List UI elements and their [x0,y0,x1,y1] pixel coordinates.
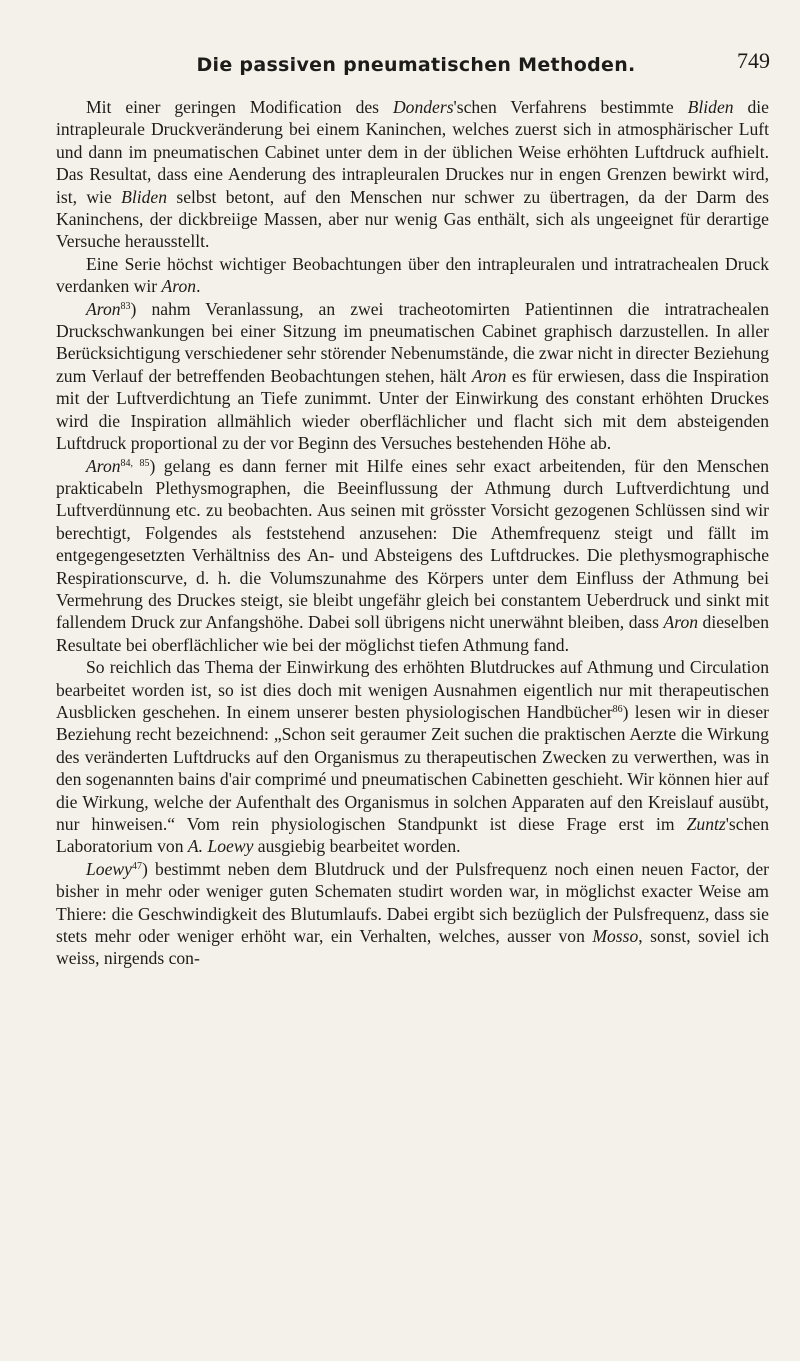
text-run: 'schen Laboratorium von [56,814,769,857]
footnote-ref: 83 [120,300,131,312]
author-name: Loewy [86,858,132,879]
footnote-ref: 86 [612,703,623,715]
text-run: dieselben Resultate bei oberflächlicher wie bei der möglichst tiefen Athmung fand. [56,612,769,655]
author-name: Mosso [592,926,639,947]
body-text [56,96,769,970]
text-run: Eine Serie höchst wichtiger Beobachtungen über den intrapleuralen und intratrachealen Druck verdanken wir [56,253,769,297]
author-name: Zuntz [686,814,726,834]
author-name: Bliden [121,186,168,207]
author-name: Bliden [687,97,734,117]
text-run: selbst betont, auf den Menschen nur schwer zu übertragen, da der Darm des Kaninchens, der dickbreiige Massen, aber nur wenig Gas enthält, sich als ungeeignet für derartige Versuche herausstellt. [56,186,769,252]
paragraph-donders-method [56,96,769,253]
footnote-ref: 47 [131,860,142,872]
text-run: ) lesen wir in dieser Beziehung recht bezeichnend: „Schon seit geraumer Zeit suchen die praktischen Aerzte die Wirkung des veränderten Luftdrucks auf den Organismus zu therapeutischen Zwecken zu verwerthen, was in den sogenannten bains d'air comprimé und pneumatischen Cabinetten geschieht. Wir können hier auf die Wirkung, welche der Aufenthalt des Organismus in solchen Apparaten auf den Kreislauf ausübt, nur hinweisen.“ Vom rein physiologischen Standpunkt ist diese Frage erst im [56,701,769,834]
running-head [56,40,776,80]
author-name: Aron [86,455,121,476]
text-run: Mit einer geringen Modification des [86,97,393,117]
author-name: Aron [471,365,507,386]
paragraph-aron-intro [56,253,769,298]
paragraph-loewy [56,858,769,970]
author-name: Aron [663,612,699,633]
text-run: 'schen Verfahrens bestimmte [453,97,688,117]
running-title: Die passiven pneumatischen Methoden. [196,54,636,76]
text-run: So reichlich das Thema der Einwirkung des erhöhten Blutdruckes auf Athmung und Circulation bearbeitet worden ist, so ist dies doch mit wenigen Ausnahmen eigentlich nur mit therapeutischen Ausblicken geschehen. In einem unserer besten physiologischen Handbücher [56,657,769,722]
text-run: ) bestimmt neben dem Blutdruck und der Pulsfrequenz noch einen neuen Factor, der bisher in mehr oder weniger guten Schematen studirt worden war, in möglichst exacter Weise am Thiere: die Geschwindigkeit des Blutumlaufs. Dabei ergibt sich bezüglich der Pulsfrequenz, dass sie stets mehr oder weniger erhöht war, ein Verhalten, welches, ausser von [56,858,769,947]
text-run: ) nahm Veranlassung, an zwei tracheotomirten Patientinnen die intratrachealen Druckschwankungen bei einer Sitzung im pneumatischen Cabinet graphisch darzustellen. In aller Berücksichtigung verschiedener sehr störender Nebenumstände, die zwar nicht in directer Beziehung zum Verlauf der betreffenden Beobachtungen stehen, hält [56,298,769,386]
author-name: A. Loewy [187,836,254,857]
text-run: . [196,276,201,297]
text-run: ) gelang es dann ferner mit Hilfe eines sehr exact arbeitenden, für den Menschen prakticabeln Plethysmographen, die Beeinflussung der Athmung durch Luftverdichtung und Luftverdünnung etc. zu beobachten. Aus seinen mit grösster Vorsicht gezogenen Schlüssen sind wir berechtigt, Folgendes als feststehend anzusehen: Die Athemfrequenz steigt und fällt im entgegengesetzten Verhältniss des An- und Absteigens des Luftdruckes. Die plethysmographische Respirationscurve, d. h. die Volumszunahme des Körpers unter dem Einfluss der Athmung bei Vermehrung des Druckes steigt, sie bleibt ungefähr gleich bei constantem Ueberdruck und sinkt mit fallendem Druck zur Anfangshöhe. Dabei soll übrigens nicht unerwähnt bleiben, dass [56,455,770,633]
paragraph-aron-tracheotomy [56,298,769,455]
footnote-ref: 84, 85 [120,457,150,469]
text-run: ausgiebig bearbeitet worden. [253,836,461,857]
author-name: Aron [86,298,121,319]
text-run: es für erwiesen, dass die Inspiration mit der Luftverdichtung an Tiefe zunimmt. Unter der Einwirkung des constant erhöhten Druckes wird die Inspiration allmählich wieder oberflächlicher und flacht sich mit dem absteigenden Luftdruck proportional zu der vor Beginn des Versuches bestehenden Höhe ab. [56,365,769,454]
paragraph-blood-pressure [56,656,769,858]
paragraph-aron-plethysmograph [56,455,769,657]
text-run: , sonst, soviel ich weiss, nirgends con- [56,926,770,969]
author-name: Aron [161,276,197,297]
page-number: 749 [737,48,770,73]
author-name: Donders [392,97,454,117]
text-run: die intrapleurale Druckveränderung bei einem Kaninchen, welches zuerst sich in atmosphärischer Luft und dann im pneumatischen Cabinet unter dem in der üblichen Weise erhöhten Luftdruck aufhielt. Das Resultat, dass eine Aenderung des intrapleuralen Druckes nur in engen Grenzen bewirkt wird, ist, wie [56,97,769,207]
